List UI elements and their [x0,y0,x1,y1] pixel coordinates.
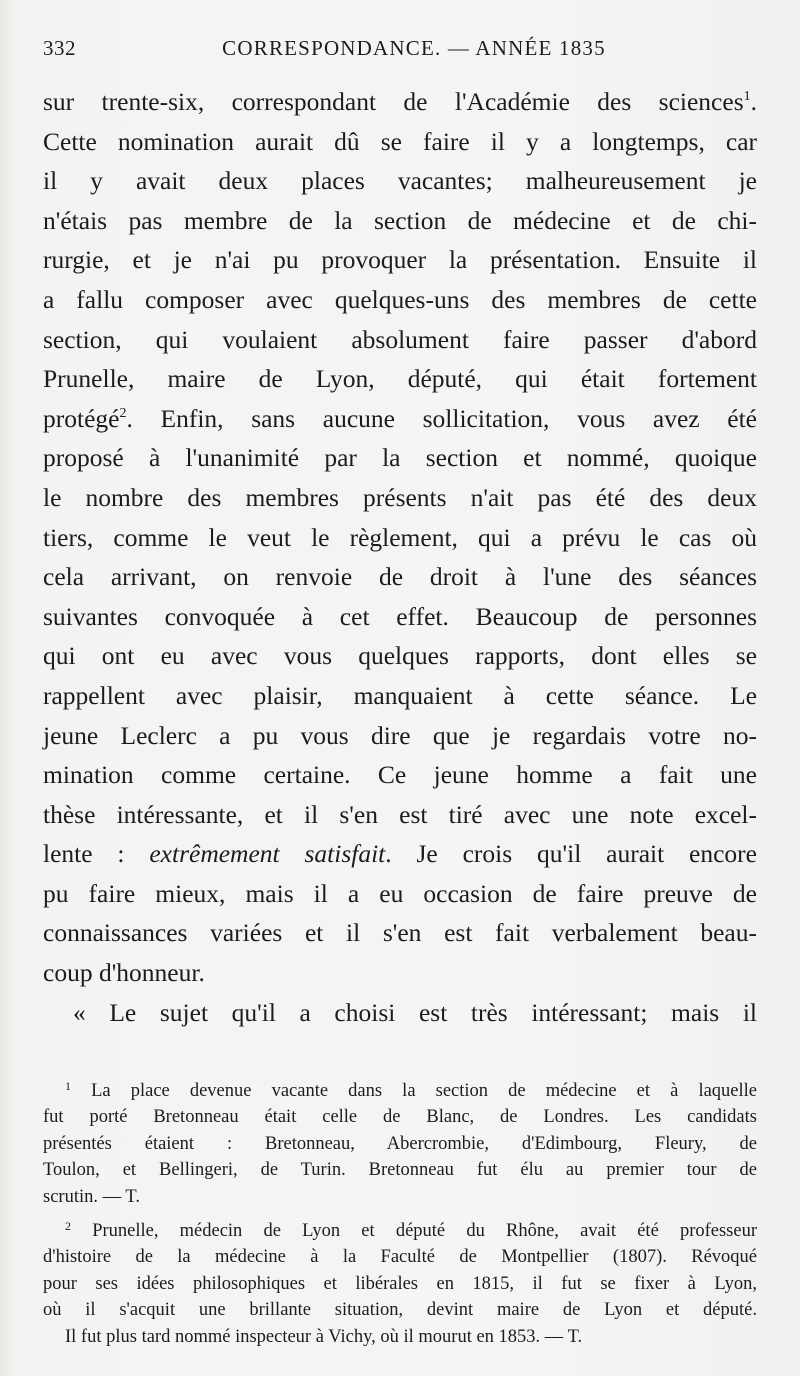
body-line: section, qui voulaient absolument faire passer d'abord [43,324,757,354]
running-header [43,36,757,66]
body-line: rappellent avec plaisir, manquaient à cette séance. Le [43,680,757,710]
body-line: qui ont eu avec vous quelques rapports, dont elles se [43,641,757,671]
body-line: tiers, comme le veut le règlement, qui a prévu le cas où [43,522,757,552]
body-line: a fallu composer avec quelques-uns des membres de cette [43,284,757,314]
body-line: cela arrivant, on renvoie de droit à l'une des séances [43,562,757,592]
body-line: rurgie, et je n'ai pu provoquer la présentation. Ensuite il [43,245,757,275]
letter-body [43,82,757,1032]
footnote-marker: 1 [65,1079,71,1093]
body-line: il y avait deux places vacantes; malheureusement je [43,166,757,196]
footnote-line: Il fut plus tard nommé inspecteur à Vichy, où il mourut en 1853. — T. [65,1326,583,1347]
body-line: connaissances variées et il s'en est fait verbalement beau- [43,918,757,948]
body-line: lente : extrêmement satisfait. Je crois qu'il aurait encore [43,839,757,869]
running-title: CORRESPONDANCE. — ANNÉE 1835 [222,36,606,60]
footnote-line: pour ses idées philosophiques et libérales en 1815, il fut se fixer à Lyon, [43,1273,757,1294]
footnote-line: $^2$ Prunelle, médecin de Lyon et député du Rhône, avait été professeur [65,1218,758,1241]
body-line: thèse intéressante, et il s'en est tiré avec une note excel- [43,799,757,829]
footnote-line: présentés étaient : Bretonneau, Abercrombie, d'Edimbourg, Fleury, de [43,1133,757,1154]
italic-quote: extrêmement satisfait [149,839,386,869]
body-line: n'étais pas membre de la section de médecine et de chi- [43,205,757,235]
body-line: mination comme certaine. Ce jeune homme a fait une [43,760,757,790]
footnote-line: Toulon, et Bellingeri, de Turin. Bretonneau fut élu au premier tour de [43,1160,757,1181]
footnote-line: d'histoire de la médecine à la Faculté de Montpellier (1807). Révoqué [43,1247,757,1268]
body-line: Cette nomination aurait dû se faire il y a longtemps, car [43,126,757,156]
footnote-marker: 2 [65,1218,71,1233]
body-line: jeune Leclerc a pu vous dire que je regardais votre no- [43,720,757,750]
body-line: suivantes convoquée à cet effet. Beaucoup de personnes [43,601,757,631]
body-line: « Le sujet qu'il a choisi est très intéressant; mais il [73,997,757,1027]
body-line: pu faire mieux, mais il a eu occasion de faire preuve de [43,878,757,908]
footnote-1 [43,1078,757,1210]
footnote-ref-1: 1 [743,89,751,104]
body-line: protégé$^2$. Enfin, sans aucune sollicitation, vous avez été [43,403,757,433]
footnote-line: fut porté Bretonneau était celle de Blanc, de Londres. Les candidats [43,1107,757,1128]
footnote-ref-2: 2 [119,405,127,421]
footnote-2 [43,1218,757,1350]
footnotes [43,1078,757,1350]
footnote-line: où il s'acquit une brillante situation, devint maire de Lyon et député. [43,1300,757,1321]
page-number: 332 [43,36,76,60]
footnote-line: $^1$ La place devenue vacante dans la section de médecine et à laquelle [65,1079,757,1101]
body-line: le nombre des membres présents n'ait pas été des deux [43,482,757,512]
body-line: sur trente-six, correspondant de l'Académie des sciences$^1$. [43,87,757,116]
footnote-line: scrutin. — T. [43,1186,140,1207]
body-line: coup d'honneur. [43,958,205,988]
body-line: Prunelle, maire de Lyon, député, qui était fortement [43,364,757,394]
body-line: proposé à l'unanimité par la section et nommé, quoique [43,443,757,473]
